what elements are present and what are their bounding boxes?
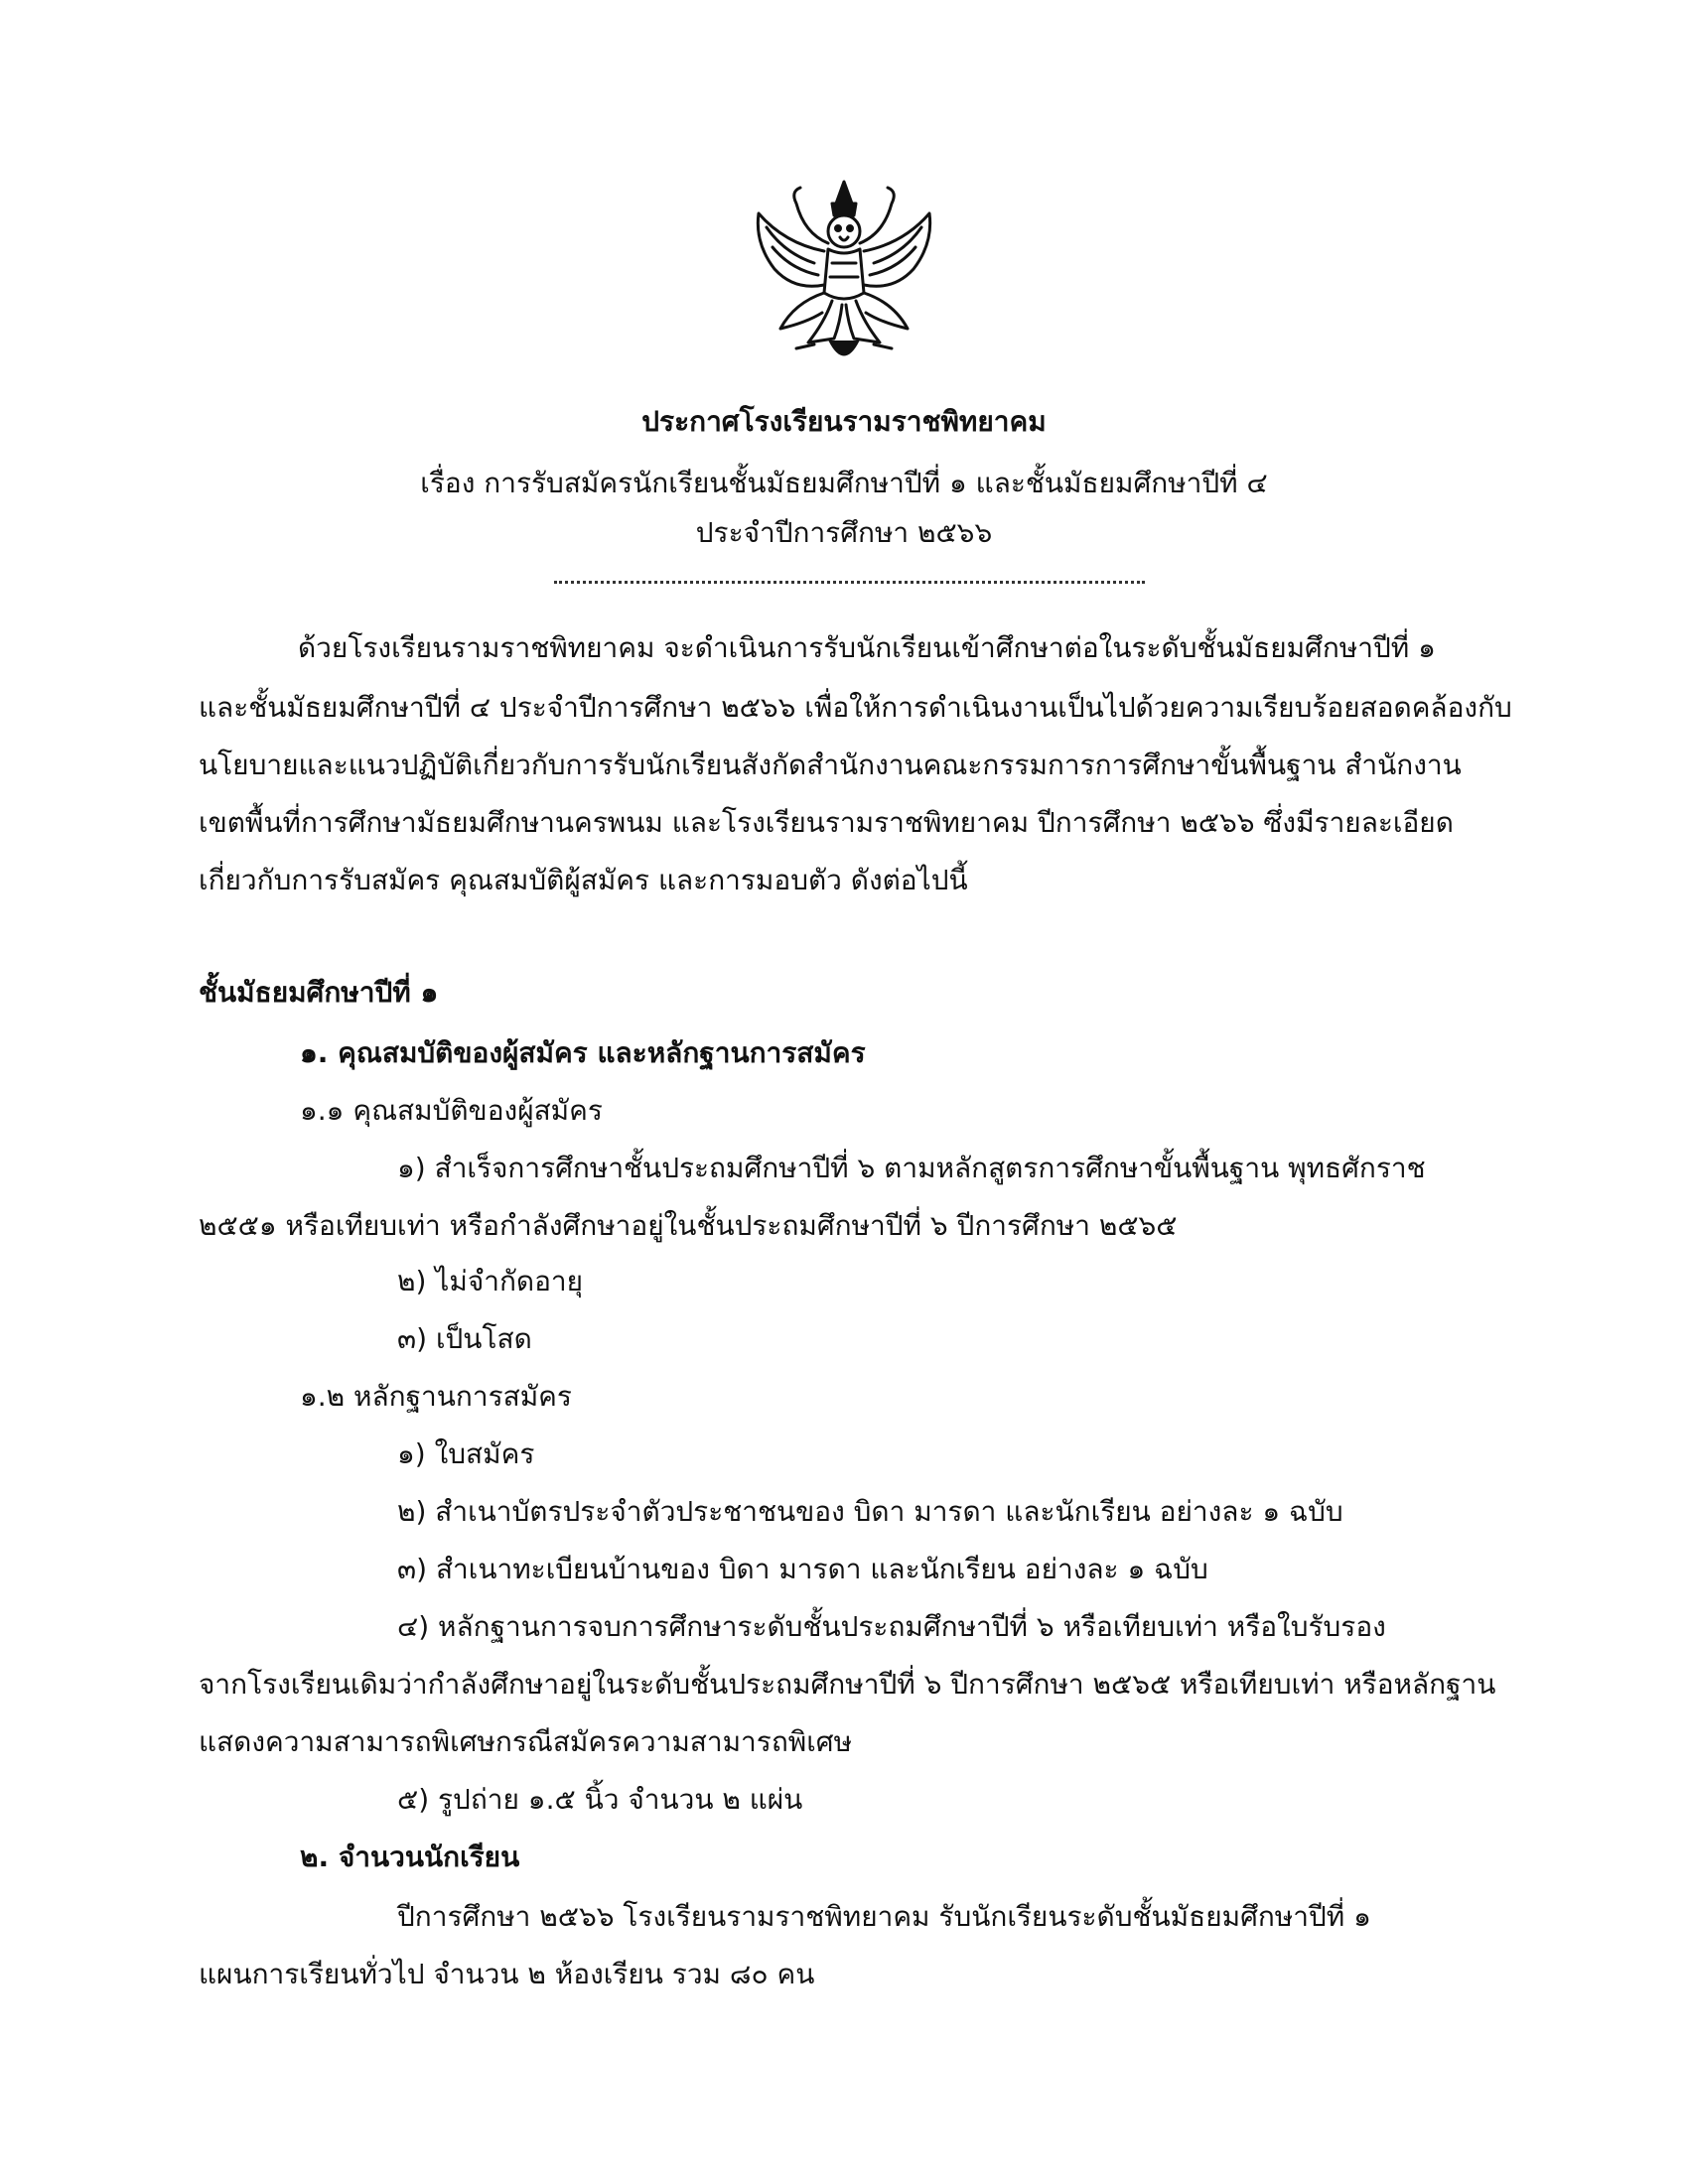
document-1: ๑) ใบสมัคร <box>397 1437 535 1470</box>
intro-line-3: นโยบายและแนวปฏิบัติเกี่ยวกับการรับนักเรียนสังกัดสำนักงานคณะกรรมการการศึกษาขั้นพื้นฐาน สำนักงาน <box>199 749 1462 781</box>
dotted-divider <box>554 581 1145 588</box>
announcement-year: ประจำปีการศึกษา ๒๕๖๖ <box>695 516 993 549</box>
intro-line-1: ด้วยโรงเรียนรามราชพิทยาคม จะดำเนินการรับนักเรียนเข้าศึกษาต่อในระดับชั้นมัธยมศึกษาปีที่ ๑ <box>298 631 1436 664</box>
intro-line-2: และชั้นมัธยมศึกษาปีที่ ๔ ประจำปีการศึกษา ๒๕๖๖ เพื่อให้การดำเนินงานเป็นไปด้วยความเรียบร้อยสอดคล้องกับ <box>199 691 1512 724</box>
sub1-heading: ๑.๑ คุณสมบัติของผู้สมัคร <box>300 1094 603 1127</box>
document-4-line-1: ๔) หลักฐานการจบการศึกษาระดับชั้นประถมศึกษาปีที่ ๖ หรือเทียบเท่า หรือใบรับรอง <box>397 1610 1386 1643</box>
intro-line-5: เกี่ยวกับการรับสมัคร คุณสมบัติผู้สมัคร และการมอบตัว ดังต่อไปนี้ <box>199 864 968 896</box>
qualification-1-line-2: ๒๕๕๑ หรือเทียบเท่า หรือกำลังศึกษาอยู่ในชั้นประถมศึกษาปีที่ ๖ ปีการศึกษา ๒๕๖๕ <box>199 1209 1178 1242</box>
document-3: ๓) สำเนาทะเบียนบ้านของ บิดา มารดา และนักเรียน อย่างละ ๑ ฉบับ <box>397 1553 1208 1585</box>
qualification-3: ๓) เป็นโสด <box>397 1322 532 1355</box>
sub2-heading: ๑.๒ หลักฐานการสมัคร <box>300 1380 572 1413</box>
part1-heading: ๑. คุณสมบัติของผู้สมัคร และหลักฐานการสมัคร <box>300 1036 866 1069</box>
document-2: ๒) สำเนาบัตรประจำตัวประชาชนของ บิดา มารดา และนักเรียน อย่างละ ๑ ฉบับ <box>397 1495 1343 1528</box>
section-heading: ชั้นมัธยมศึกษาปีที่ ๑ <box>199 976 439 1009</box>
part2-line-2: แผนการเรียนทั่วไป จำนวน ๒ ห้องเรียน รวม ๘๐ คน <box>199 1958 815 1990</box>
document-5: ๕) รูปถ่าย ๑.๕ นิ้ว จำนวน ๒ แผ่น <box>397 1783 803 1816</box>
intro-line-4: เขตพื้นที่การศึกษามัธยมศึกษานครพนม และโรงเรียนรามราชพิทยาคม ปีการศึกษา ๒๕๖๖ ซึ่งมีรายละเอียด <box>199 806 1454 839</box>
qualification-1-line-1: ๑) สำเร็จการศึกษาชั้นประถมศึกษาปีที่ ๖ ตามหลักสูตรการศึกษาขั้นพื้นฐาน พุทธศักราช <box>397 1152 1426 1184</box>
part2-line-1: ปีการศึกษา ๒๕๖๖ โรงเรียนรามราชพิทยาคม รับนักเรียนระดับชั้นมัธยมศึกษาปีที่ ๑ <box>397 1900 1371 1933</box>
qualification-2: ๒) ไม่จำกัดอายุ <box>397 1265 584 1297</box>
document-4-line-3: แสดงความสามารถพิเศษกรณีสมัครความสามารถพิเศษ <box>199 1725 853 1758</box>
announcement-subject: เรื่อง การรับสมัครนักเรียนชั้นมัธยมศึกษาปีที่ ๑ และชั้นมัธยมศึกษาปีที่ ๔ <box>420 467 1268 499</box>
announcement-title: ประกาศโรงเรียนรามราชพิทยาคม <box>641 405 1047 438</box>
document-4-line-2: จากโรงเรียนเดิมว่ากำลังศึกษาอยู่ในระดับชั้นประถมศึกษาปีที่ ๖ ปีการศึกษา ๒๕๖๕ หรือเทียบเท่า หรือหลักฐาน <box>199 1668 1496 1701</box>
part2-heading: ๒. จำนวนนักเรียน <box>300 1841 520 1873</box>
garuda-emblem-icon <box>745 174 943 372</box>
